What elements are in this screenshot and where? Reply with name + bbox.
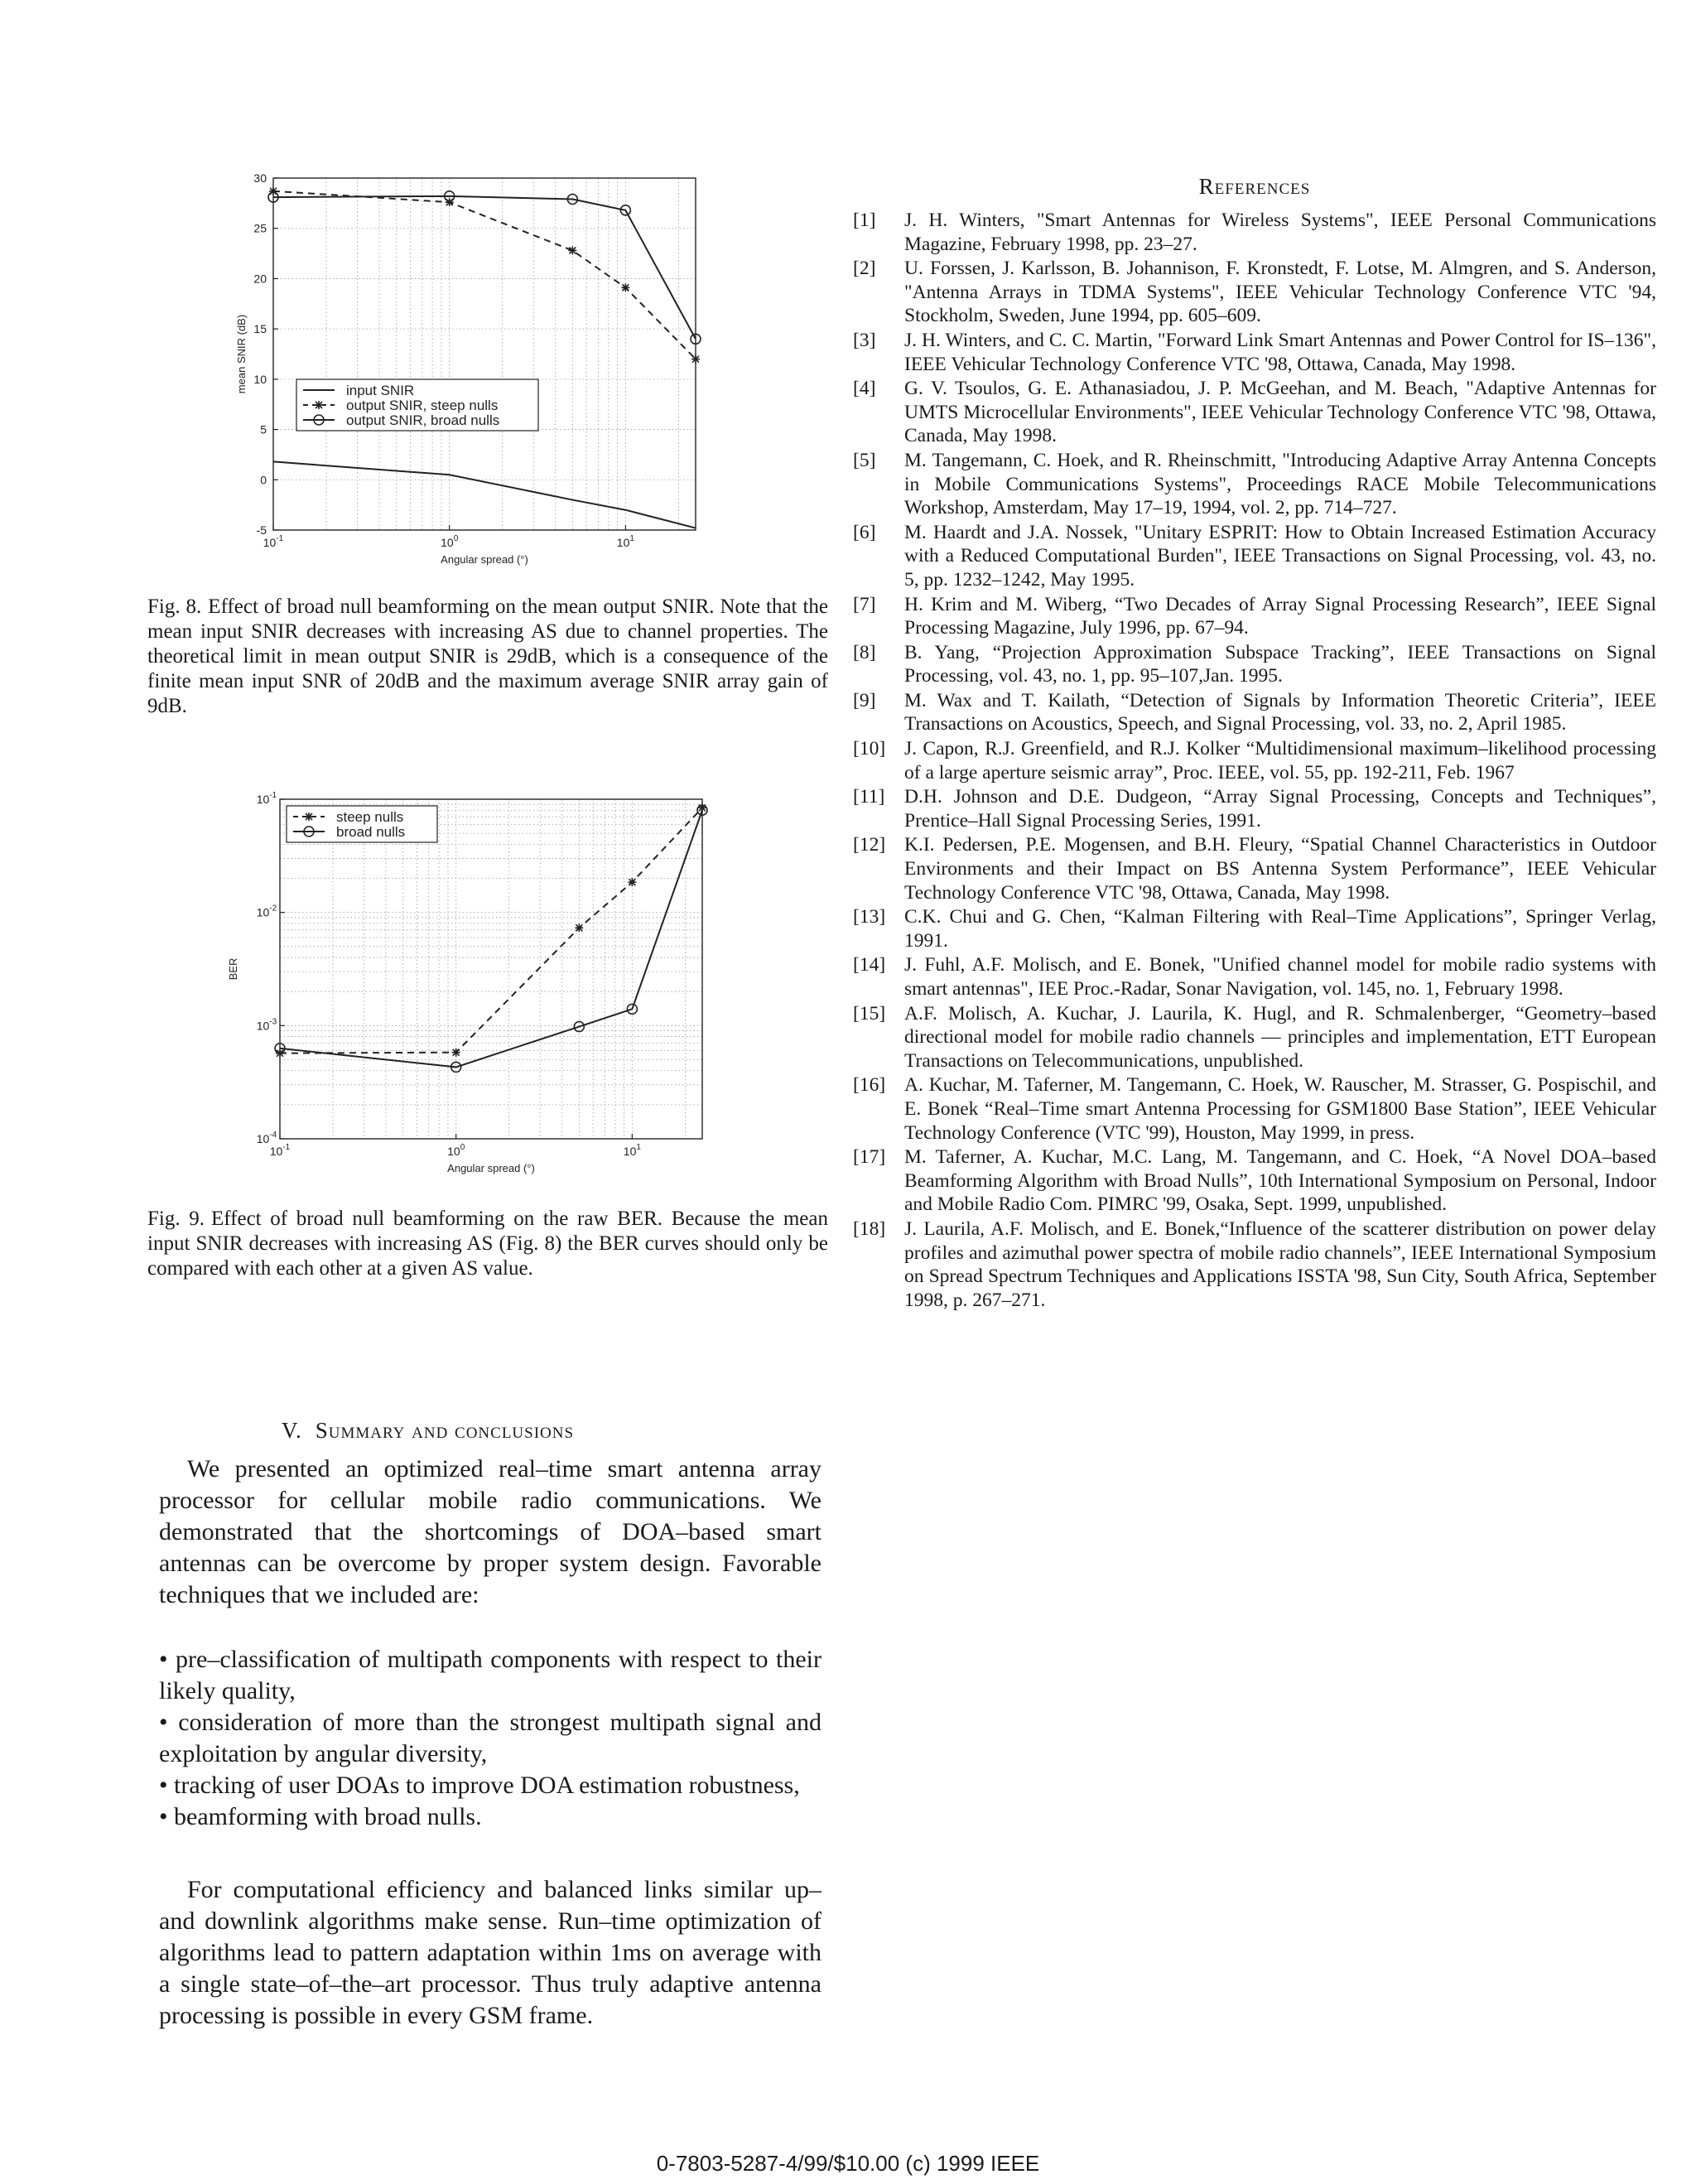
y-axis-label: mean SNIR (dB) xyxy=(235,314,248,394)
reference-number: [8] xyxy=(853,641,876,663)
reference-item xyxy=(853,449,1656,520)
series-line xyxy=(280,810,702,1067)
legend-label: input SNIR xyxy=(346,383,415,398)
section-bullets xyxy=(159,1644,822,1833)
fig9-label: Fig. 9. xyxy=(147,1208,205,1230)
reference-number: [11] xyxy=(853,786,885,808)
y-tick-label: $10^{-4}$ xyxy=(256,1131,277,1145)
section-intro xyxy=(159,1454,822,1611)
fig8-chart xyxy=(224,162,729,592)
x-tick-label: $10^1$ xyxy=(623,1143,641,1158)
reference-text: J. H. Winters, "Smart Antennas for Wireless Systems", IEEE Personal Communications Magazine, February 1998, pp. 23–27. xyxy=(904,210,1656,255)
data-point xyxy=(568,246,576,254)
reference-item xyxy=(853,905,1656,952)
reference-text: A.F. Molisch, A. Kuchar, J. Laurila, K. Hugl, and R. Schmalenberger, “Geometry–based directional model for mobile radio channels — principles and implementation, ETT European Transactions on Telecommunications, unpublished. xyxy=(904,1002,1656,1072)
reference-item xyxy=(853,833,1656,904)
reference-text: U. Forssen, J. Karlsson, B. Johannison, F. Kronstedt, F. Lotse, M. Almgren, and S. Anderson, "Antenna Arrays in TDMA Systems", IEEE Vehicular Technology Conference VTC '94, Stockholm, Sweden, June 1994, pp. 605–609. xyxy=(904,258,1656,327)
reference-item xyxy=(853,953,1656,1000)
reference-list xyxy=(853,209,1656,1313)
y-tick-label: 20 xyxy=(253,272,267,286)
legend-label: steep nulls xyxy=(336,809,404,825)
legend xyxy=(287,806,437,842)
legend-marker xyxy=(315,401,323,409)
section-closing xyxy=(159,1874,822,2032)
reference-item xyxy=(853,1002,1656,1073)
reference-item xyxy=(853,1145,1656,1217)
bullet-item: • pre–classification of multipath components with respect to their likely quality, xyxy=(159,1646,822,1704)
data-point xyxy=(446,198,454,206)
reference-text: G. V. Tsoulos, G. E. Athanasiadou, J. P. McGeehan, and M. Beach, "Adaptive Antennas for UMTS Microcellular Environments", IEEE Vehicular Technology Conference VTC '98, Ottawa, Canada, May 1998. xyxy=(904,378,1656,447)
data-point xyxy=(575,923,583,932)
section-heading xyxy=(282,1418,574,1444)
legend-marker xyxy=(305,812,313,821)
reference-number: [10] xyxy=(853,738,886,760)
reference-number: [1] xyxy=(853,210,876,231)
bullet-item: • consideration of more than the strongest multipath signal and exploitation by angular diversity, xyxy=(159,1709,822,1767)
x-tick-label: $10^{-1}$ xyxy=(263,534,284,549)
y-tick-label: 30 xyxy=(253,171,267,185)
reference-text: J. Fuhl, A.F. Molisch, and E. Bonek, "Unified channel model for mobile radio systems with smart antennas", IEE Proc.-Radar, Sonar Navigation, vol. 145, no. 1, February 1998. xyxy=(904,954,1656,1000)
grid-lines xyxy=(273,178,696,530)
reference-text: K.I. Pedersen, P.E. Mogensen, and B.H. Fleury, “Spatial Channel Characteristics in Outdoor Environments and their Impact on BS Antenna System Performance”, IEEE Vehicular Technology Conference VTC '98, Ottawa, Canada, May 1998. xyxy=(904,834,1656,904)
x-tick-label: $10^1$ xyxy=(616,534,634,549)
plot-frame xyxy=(280,799,702,1139)
reference-item xyxy=(853,593,1656,640)
bullet-item: • beamforming with broad nulls. xyxy=(159,1803,482,1830)
reference-text: J. H. Winters, and C. C. Martin, "Forward Link Smart Antennas and Power Control for IS–136", IEEE Vehicular Technology Conference VTC '98, Ottawa, Canada, May 1998. xyxy=(904,329,1656,375)
x-tick-label: $10^0$ xyxy=(441,534,459,549)
reference-item xyxy=(853,377,1656,448)
series-line xyxy=(273,461,696,528)
reference-number: [18] xyxy=(853,1217,886,1240)
reference-number: [9] xyxy=(853,689,876,711)
reference-text: A. Kuchar, M. Taferner, M. Tangemann, C. Hoek, W. Rauscher, M. Strasser, G. Pospischil, and E. Bonek “Real–Time smart Antenna Processing for GSM1800 Base Station”, IEEE Vehicular Technology Conference (VTC '99), Houston, May 1999, in press. xyxy=(904,1074,1656,1144)
fig9-chart xyxy=(224,783,729,1188)
reference-text: D.H. Johnson and D.E. Dudgeon, “Array Signal Processing, Concepts and Techniques”, Prentice–Hall Signal Processing Series, 1991. xyxy=(904,786,1656,832)
reference-text: M. Wax and T. Kailath, “Detection of Signals by Information Theoretic Criteria”, IEEE Transactions on Acoustics, Speech, and Signal Processing, vol. 33, no. 2, April 1985. xyxy=(904,689,1656,735)
section-title: Summary and conclusions xyxy=(315,1418,575,1443)
fig8-caption-text: Effect of broad null beamforming on the mean output SNIR. Note that the mean input SNIR decreases with increasing AS due to channel properties. The theoretical limit in mean output SNIR is 29dB, which is a consequence of the finite mean input SNR of 20dB and the maximum average SNIR array gain of 9dB. xyxy=(147,595,828,717)
fig8-label: Fig. 8. xyxy=(147,595,202,618)
y-tick-label: 25 xyxy=(253,221,267,235)
y-tick-label: 10 xyxy=(253,372,267,386)
reference-number: [13] xyxy=(853,906,886,928)
legend-label: output SNIR, broad nulls xyxy=(346,412,500,428)
fig9-caption-text: Effect of broad null beamforming on the raw BER. Because the mean input SNIR decreases with increasing AS (Fig. 8) the BER curves should only be compared with each other at a given AS value. xyxy=(147,1208,828,1280)
plot-frame xyxy=(273,178,696,530)
reference-text: J. Capon, R.J. Greenfield, and R.J. Kolker “Multidimensional maximum–likelihood processing of a large aperture seismic array”, Proc. IEEE, vol. 55, pp. 192-211, Feb. 1967 xyxy=(904,738,1656,783)
reference-number: [17] xyxy=(853,1146,886,1169)
reference-text: M. Taferner, A. Kuchar, M.C. Lang, M. Tangemann, and C. Hoek, “A Novel DOA–based Beamforming Algorithm with Broad Nulls”, 10th International Symposium on Personal, Indoor and Mobile Radio Com. PIMRC '99, Osaka, Sept. 1999, unpublished. xyxy=(904,1146,1656,1216)
reference-item xyxy=(853,737,1656,784)
series-line xyxy=(273,191,696,359)
bullet-list xyxy=(159,1644,822,1833)
series-line xyxy=(273,196,696,339)
reference-number: [4] xyxy=(853,378,876,400)
reference-number: [16] xyxy=(853,1074,886,1097)
reference-text: B. Yang, “Projection Approximation Subspace Tracking”, IEEE Transactions on Signal Processing, vol. 43, no. 1, pp. 95–107,Jan. 1995. xyxy=(904,641,1656,687)
reference-text: C.K. Chui and G. Chen, “Kalman Filtering with Real–Time Applications”, Springer Verlag, 1991. xyxy=(904,906,1656,952)
reference-text: H. Krim and M. Wiberg, “Two Decades of Array Signal Processing Research”, IEEE Signal Processing Magazine, July 1996, pp. 67–94. xyxy=(904,593,1656,639)
reference-number: [2] xyxy=(853,258,876,280)
reference-text: M. Tangemann, C. Hoek, and R. Rheinschmitt, "Introducing Adaptive Array Antenna Concepts in Mobile Communications Systems", Proceedings RACE Mobile Telecommunications Workshop, Amsterdam, May 17–19, 1994, vol. 2, pp. 714–727. xyxy=(904,449,1656,519)
y-tick-label: $10^{-1}$ xyxy=(256,791,277,806)
y-tick-label: -5 xyxy=(256,523,267,537)
reference-number: [14] xyxy=(853,954,886,976)
reference-number: [3] xyxy=(853,329,876,351)
bullet-item: • tracking of user DOAs to improve DOA estimation robustness, xyxy=(159,1772,800,1799)
reference-item xyxy=(853,209,1656,256)
section-number: V. xyxy=(282,1418,302,1443)
y-tick-label: $10^{-2}$ xyxy=(256,904,277,919)
reference-number: [15] xyxy=(853,1002,886,1025)
data-point xyxy=(269,187,277,195)
legend xyxy=(296,379,538,431)
footer-copyright: 0-7803-5287-4/99/$10.00 (c) 1999 IEEE xyxy=(656,2151,1040,2176)
x-axis-label: Angular spread (°) xyxy=(447,1162,535,1174)
fig8-caption xyxy=(147,595,828,719)
reference-item xyxy=(853,1073,1656,1145)
data-point xyxy=(621,283,629,292)
references-heading: References xyxy=(1198,174,1311,199)
reference-number: [12] xyxy=(853,834,886,856)
figure-8 xyxy=(224,162,729,596)
reference-item xyxy=(853,785,1656,832)
reference-text: M. Haardt and J.A. Nossek, "Unitary ESPRIT: How to Obtain Increased Estimation Accuracy with a Reduced Computational Burden", IEEE Transactions on Signal Processing, vol. 43, no. 5, pp. 1232–1242, May 1995. xyxy=(904,521,1656,591)
reference-item xyxy=(853,689,1656,736)
y-tick-label: 15 xyxy=(253,322,267,336)
reference-item xyxy=(853,1217,1656,1312)
reference-number: [5] xyxy=(853,449,876,471)
data-point xyxy=(452,1049,460,1057)
reference-item xyxy=(853,257,1656,328)
y-tick-label: $10^{-3}$ xyxy=(256,1017,277,1033)
fig9-caption xyxy=(147,1207,828,1281)
data-point xyxy=(628,878,636,886)
reference-item xyxy=(853,521,1656,592)
legend-label: broad nulls xyxy=(336,824,406,840)
reference-text: J. Laurila, A.F. Molisch, and E. Bonek,“Influence of the scatterer distribution on power delay profiles and azimuthal power spectra of mobile radio channels”, IEEE International Symposium on Spread Spectrum Techniques and Applications ISSTA '98, Sun City, South Africa, September 1998, p. 267–271. xyxy=(904,1217,1656,1311)
intro-paragraph: We presented an optimized real–time smart antenna array processor for cellular mobile radio communications. We demonstrated that the shortcomings of DOA–based smart antennas can be overcome by proper system design. Favorable techniques that we included are: xyxy=(159,1455,822,1608)
reference-number: [6] xyxy=(853,521,876,543)
reference-item xyxy=(853,641,1656,688)
data-point xyxy=(691,355,700,364)
grid-lines xyxy=(280,799,702,1139)
y-tick-label: 0 xyxy=(260,473,267,487)
reference-number: [7] xyxy=(853,593,876,615)
legend-label: output SNIR, steep nulls xyxy=(346,398,499,413)
figure-9 xyxy=(224,783,729,1193)
x-axis-label: Angular spread (°) xyxy=(441,553,528,566)
reference-item xyxy=(853,329,1656,376)
y-tick-label: 5 xyxy=(260,422,267,436)
series-line xyxy=(280,808,702,1053)
x-tick-label: $10^0$ xyxy=(447,1143,465,1158)
y-axis-label: BER xyxy=(227,957,239,981)
closing-paragraph: For computational efficiency and balanced links similar up– and downlink algorithms make sense. Run–time optimization of algorithms lead to pattern adaptation within 1ms on average with a single state–of–the–art processor. Thus truly adaptive antenna processing is possible in every GSM frame. xyxy=(159,1876,822,2029)
x-tick-label: $10^{-1}$ xyxy=(269,1143,291,1158)
